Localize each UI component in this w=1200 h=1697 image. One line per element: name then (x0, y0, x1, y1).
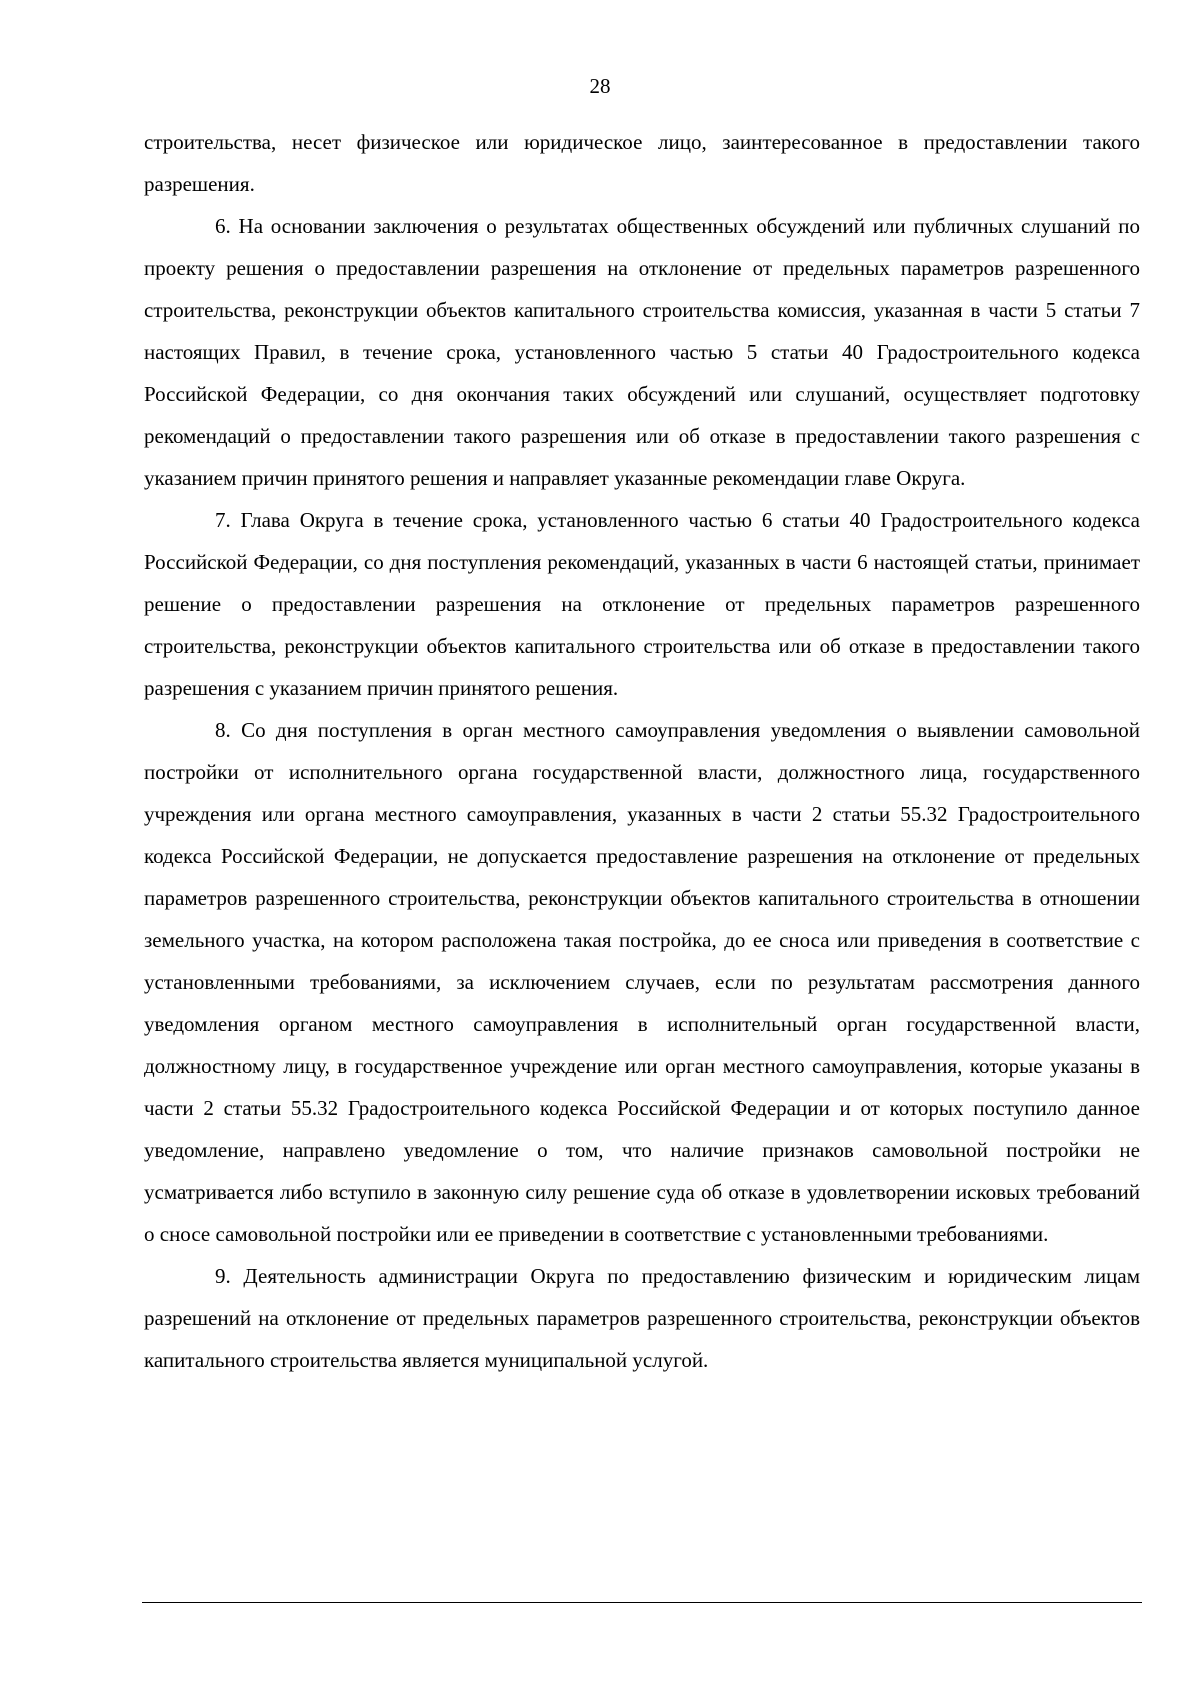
paragraph-7: 7. Глава Округа в течение срока, установленного частью 6 статьи 40 Градостроительного кодекса Российской Федерации, со дня поступления рекомендаций, указанных в части 6 настоящей статьи, принимает решение о предоставлении разрешения на отклонение от предельных параметров разрешенного строительства, реконструкции объектов капитального строительства или об отказе в предоставлении такого разрешения с указанием причин принятого решения. (144, 508, 1140, 700)
paragraph-6: 6. На основании заключения о результатах общественных обсуждений или публичных слушаний по проекту решения о предоставлении разрешения на отклонение от предельных параметров разрешенного строительства, реконструкции объектов капитального строительства комиссия, указанная в части 5 статьи 7 настоящих Правил, в течение срока, установленного частью 5 статьи 40 Градостроительного кодекса Российской Федерации, со дня окончания таких обсуждений или слушаний, осуществляет подготовку рекомендаций о предоставлении такого разрешения или об отказе в предоставлении такого разрешения с указанием причин принятого решения и направляет указанные рекомендации главе Округа. (144, 214, 1140, 490)
paragraph-continuation: строительства, несет физическое или юридическое лицо, заинтересованное в предоставлении такого разрешения. (144, 130, 1140, 196)
document-body (144, 121, 1140, 1381)
paragraph-8: 8. Со дня поступления в орган местного самоуправления уведомления о выявлении самовольной постройки от исполнительного органа государственной власти, должностного лица, государственного учреждения или органа местного самоуправления, указанных в части 2 статьи 55.32 Градостроительного кодекса Российской Федерации, не допускается предоставление разрешения на отклонение от предельных параметров разрешенного строительства, реконструкции объектов капитального строительства в отношении земельного участка, на котором расположена такая постройка, до ее сноса или приведения в соответствие с установленными требованиями, за исключением случаев, если по результатам рассмотрения данного уведомления органом местного самоуправления в исполнительный орган государственной власти, должностному лицу, в государственное учреждение или орган местного самоуправления, которые указаны в части 2 статьи 55.32 Градостроительного кодекса Российской Федерации и от которых поступило данное уведомление, направлено уведомление о том, что наличие признаков самовольной постройки не усматривается либо вступило в законную силу решение суда об отказе в удовлетворении исковых требований о сносе самовольной постройки или ее приведении в соответствие с установленными требованиями. (144, 718, 1140, 1246)
paragraph-9: 9. Деятельность администрации Округа по предоставлению физическим и юридическим лицам разрешений на отклонение от предельных параметров разрешенного строительства, реконструкции объектов капитального строительства является муниципальной услугой. (144, 1264, 1140, 1372)
page-number: 28 (589, 74, 611, 98)
footer-divider (142, 1602, 1142, 1603)
